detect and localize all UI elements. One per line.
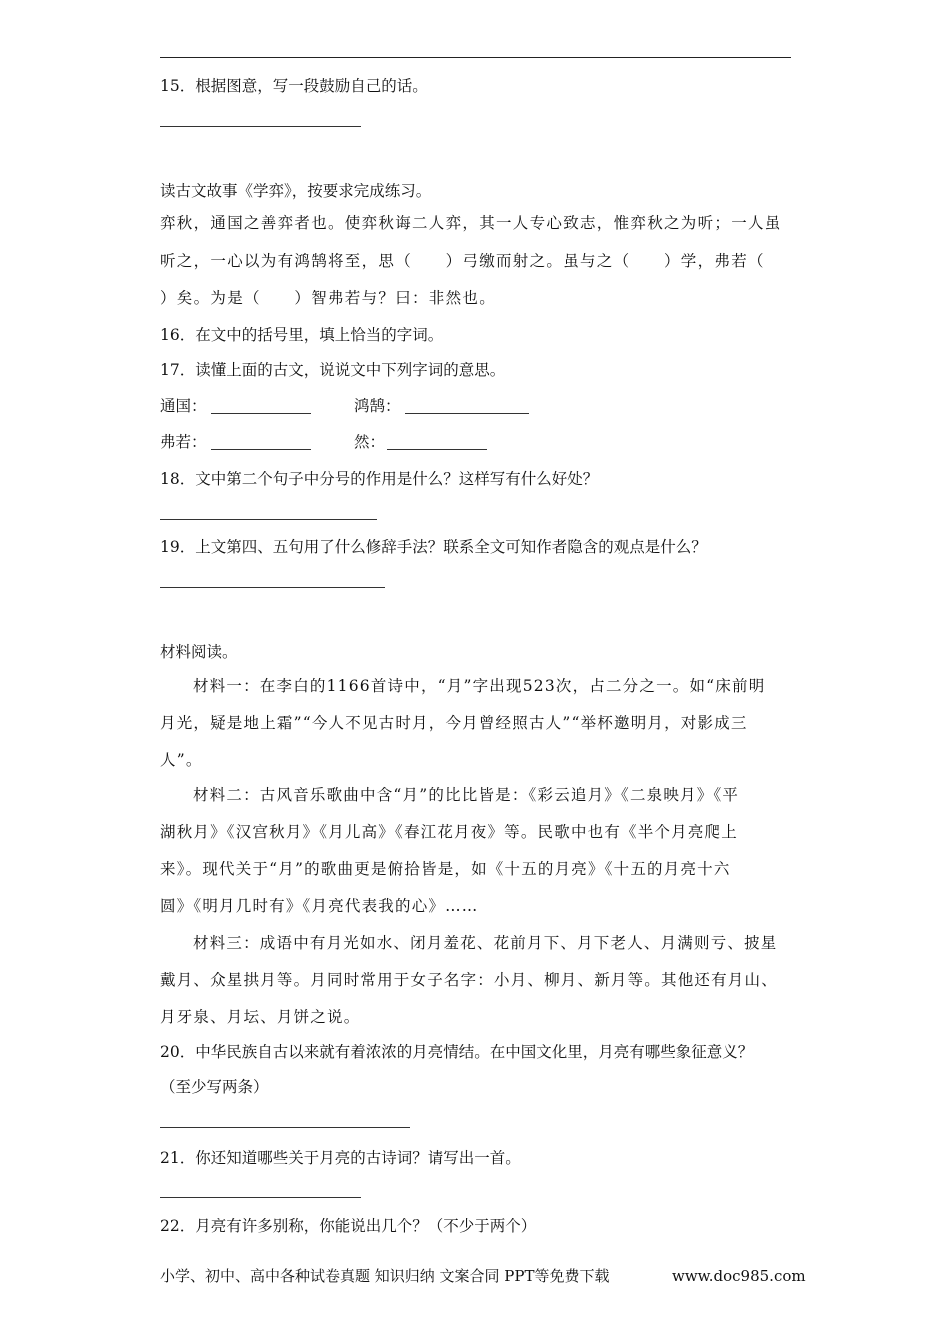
blank-honghu[interactable] [405,413,529,414]
material-3-line-3: 月牙泉、月坛、月饼之说。 [160,1008,361,1026]
xueyi-passage-line-1: 弈秋，通国之善弈者也。使弈秋诲二人弈，其一人专心致志，惟弈秋之为听；一人虽 [160,214,782,232]
q21-answer-line[interactable] [160,1197,361,1198]
q22-prompt: 22．月亮有许多别称，你能说出几个？（不少于两个） [160,1217,537,1235]
q21-prompt: 21．你还知道哪些关于月亮的古诗词？请写出一首。 [160,1149,521,1167]
field-label-ran: 然： [354,433,386,451]
material-2-line-2: 湖秋月》《汉宫秋月》《月儿高》《春江花月夜》等。民歌中也有《半个月亮爬上 [160,823,738,841]
q17-prompt: 17．读懂上面的古文，说说文中下列字词的意思。 [160,361,506,379]
q20-prompt-line-1: 20．中华民族自古以来就有着浓浓的月亮情结。在中国文化里，月亮有哪些象征意义？ [160,1043,754,1061]
footer-text: 小学、初中、高中各种试卷真题 知识归纳 文案合同 PPT等免费下载 [160,1267,610,1285]
xueyi-passage-line-2: 听之，一心以为有鸿鹄将至，思（ ）弓缴而射之。虽与之（ ）学，弗若（ [160,252,765,270]
q15-prompt: 15．根据图意，写一段鼓励自己的话。 [160,77,428,95]
blank-tongguo[interactable] [211,413,311,414]
material-3-line-1: 材料三：成语中有月光如水、闭月羞花、花前月下、月下老人、月满则亏、披星 [193,934,778,952]
material-2-line-4: 圆》《明月几时有》《月亮代表我的心》…… [160,897,479,915]
field-label-honghu: 鸿鹄： [354,397,401,415]
field-label-tongguo: 通国： [160,397,207,415]
blank-foruo[interactable] [211,449,311,450]
q19-answer-line[interactable] [160,587,385,588]
q16-prompt: 16．在文中的括号里，填上恰当的字词。 [160,326,444,344]
material-2-line-3: 来》。现代关于“月”的歌曲更是俯拾皆是，如《十五的月亮》《十五的月亮十六 [160,860,731,878]
blank-ran[interactable] [387,449,487,450]
footer [160,1266,806,1286]
q18-answer-line[interactable] [160,519,377,520]
footer-site-link[interactable]: www.doc985.com [672,1267,806,1285]
material-1-line-2: 月光，疑是地上霜”“今人不见古时月，今月曾经照古人”“举杯邀明月，对影成三 [160,714,748,732]
field-label-foruo: 弗若： [160,433,207,451]
header-rule [160,57,791,58]
material-2-line-1: 材料二：古风音乐歌曲中含“月”的比比皆是：《彩云追月》《二泉映月》《平 [193,786,740,804]
q20-prompt-line-2: （至少写两条） [160,1078,269,1096]
q19-prompt: 19．上文第四、五句用了什么修辞手法？联系全文可知作者隐含的观点是什么？ [160,538,707,556]
q15-answer-line[interactable] [160,126,361,127]
material-3-line-2: 戴月、众星拱月等。月同时常用于女子名字：小月、柳月、新月等。其他还有月山、 [160,971,778,989]
q18-prompt: 18．文中第二个句子中分号的作用是什么？这样写有什么好处？ [160,470,599,488]
q20-answer-line[interactable] [160,1127,410,1128]
xueyi-passage-line-3: ）矣。为是（ ）智弗若与？曰：非然也。 [160,289,497,307]
materials-heading: 材料阅读。 [160,643,238,661]
material-1-line-1: 材料一：在李白的1166首诗中，“月”字出现523次，占二分之一。如“床前明 [193,677,766,695]
material-1-line-3: 人”。 [160,751,203,769]
xueyi-intro: 读古文故事《学弈》，按要求完成练习。 [160,182,432,200]
